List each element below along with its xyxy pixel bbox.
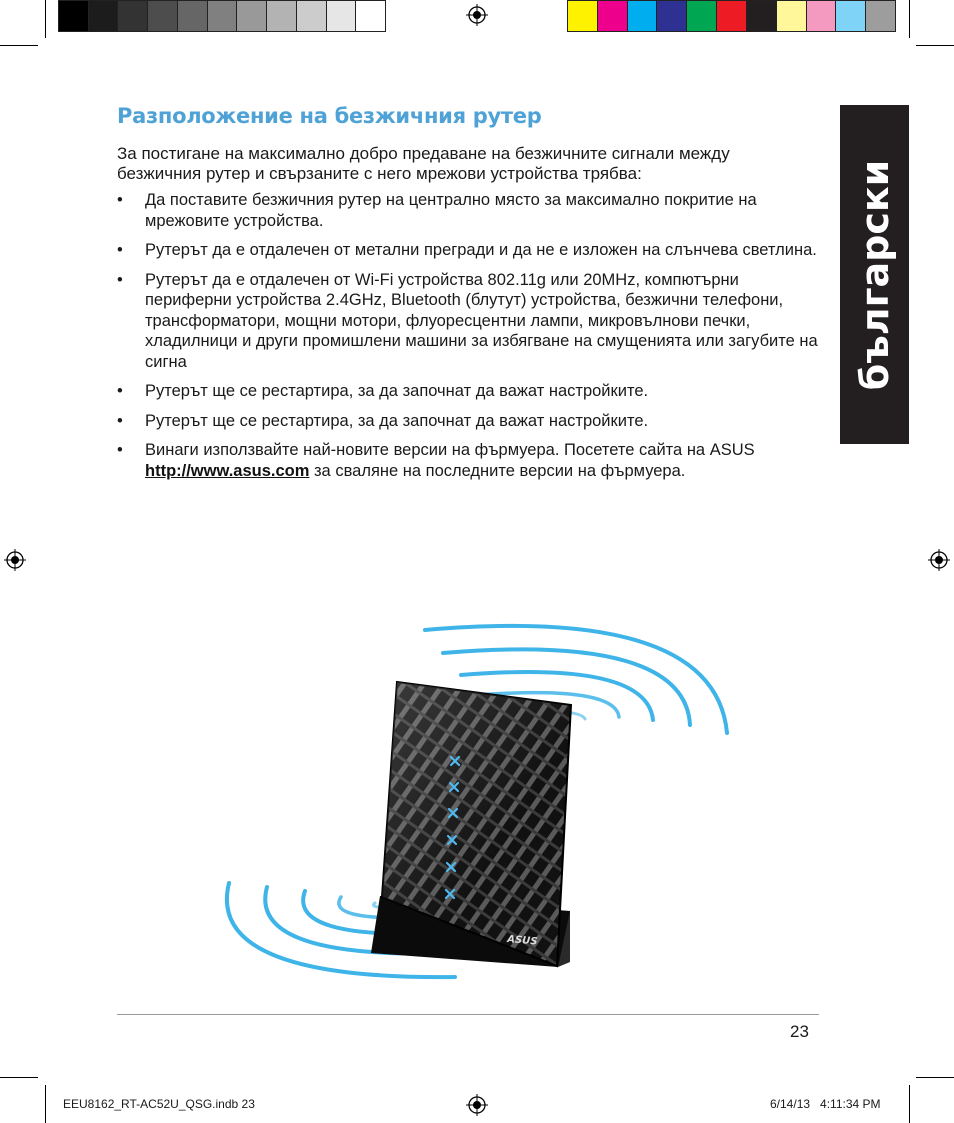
color-swatch — [747, 1, 777, 31]
crop-mark — [916, 45, 954, 46]
color-swatch — [866, 1, 895, 31]
list-item-text: Рутерът да е отдалечен от Wi-Fi устройства 802.11g или 20MHz, компютърни периферни устройства 2.4GHz, Bluetooth (блутут) устройства, безжични телефони, трансформатори, мощни мотори, флуоресцентни лампи, микровълнови печки, хладилници и други промишлени машини за избягване на смущенията или загубите на сигна — [145, 270, 818, 371]
crop-mark — [916, 1077, 954, 1078]
bullet-icon: • — [117, 191, 123, 209]
crop-mark — [909, 1085, 910, 1123]
bullet-list — [117, 190, 822, 490]
gray-swatch — [118, 1, 148, 31]
page-number: 23 — [790, 1022, 809, 1041]
list-item-text: Рутерът ще се рестартира, за да започнат да важат настройките. — [145, 411, 649, 430]
bullet-icon: • — [117, 382, 123, 400]
registration-mark-icon — [466, 1094, 488, 1116]
list-item — [117, 240, 822, 261]
list-item-text: Рутерът ще се рестартира, за да започнат да важат настройките. — [145, 382, 649, 400]
color-swatch — [717, 1, 747, 31]
color-swatch — [777, 1, 807, 31]
crop-mark — [45, 1085, 46, 1123]
list-item-text: Рутерът да е отдалечен от метални прегради и да не е изложен на слънчева светлина. — [145, 241, 817, 259]
footer-rule — [117, 1014, 819, 1015]
router-logo: ASUS — [506, 934, 538, 948]
list-item-text-after-link: за сваляне на последните версии на фърмуера. — [309, 461, 686, 480]
gray-swatch — [178, 1, 208, 31]
crop-mark — [0, 1077, 38, 1078]
gray-swatch — [267, 1, 297, 31]
gray-swatch — [327, 1, 357, 31]
gray-swatch — [297, 1, 327, 31]
gray-swatch — [356, 1, 385, 31]
bullet-icon: • — [117, 241, 123, 259]
language-side-tab — [840, 105, 909, 444]
crop-mark — [909, 0, 910, 38]
grayscale-color-bar — [58, 0, 386, 32]
registration-mark-icon — [4, 549, 26, 571]
router-body — [371, 682, 571, 967]
gray-swatch — [89, 1, 119, 31]
print-slug-filename: EEU8162_RT-AC52U_QSG.indb 23 — [63, 1097, 255, 1111]
intro-paragraph: За постигане на максимално добро предаване на безжичните сигнали между безжичния рутер и свързаните с него мрежови устройства трябва: — [117, 144, 730, 183]
list-item — [117, 190, 822, 231]
language-tab-label: български — [852, 159, 897, 390]
list-item — [117, 411, 822, 432]
color-swatch — [836, 1, 866, 31]
bullet-icon: • — [117, 441, 123, 459]
router-illustration — [215, 615, 740, 990]
gray-swatch — [148, 1, 178, 31]
list-item — [117, 440, 822, 481]
color-swatch — [807, 1, 837, 31]
crop-mark — [0, 45, 38, 46]
gray-swatch — [208, 1, 238, 31]
gray-swatch — [59, 1, 89, 31]
crop-mark — [45, 0, 46, 38]
print-slug-timestamp: 6/14/13 4:11:34 PM — [770, 1097, 881, 1111]
asus-website-link[interactable]: http://www.asus.com — [145, 461, 310, 480]
process-color-bar — [567, 0, 896, 32]
list-item-text: Да поставите безжичния рутер на централно място за максимално покритие на мрежовите устройства. — [145, 191, 757, 230]
registration-mark-icon — [928, 549, 950, 571]
color-swatch — [598, 1, 628, 31]
list-item-text-before-link: Винаги използвайте най-новите версии на фърмуера. Посетете сайта на ASUS — [145, 441, 755, 459]
color-swatch — [628, 1, 658, 31]
page-title: Разположение на безжичния рутер — [117, 104, 542, 128]
registration-mark-icon — [466, 4, 488, 26]
color-swatch — [687, 1, 717, 31]
bullet-icon: • — [117, 270, 123, 289]
list-item — [117, 270, 822, 373]
color-swatch — [657, 1, 687, 31]
color-swatch — [568, 1, 598, 31]
gray-swatch — [237, 1, 267, 31]
bullet-icon: • — [117, 411, 123, 430]
list-item — [117, 381, 822, 402]
